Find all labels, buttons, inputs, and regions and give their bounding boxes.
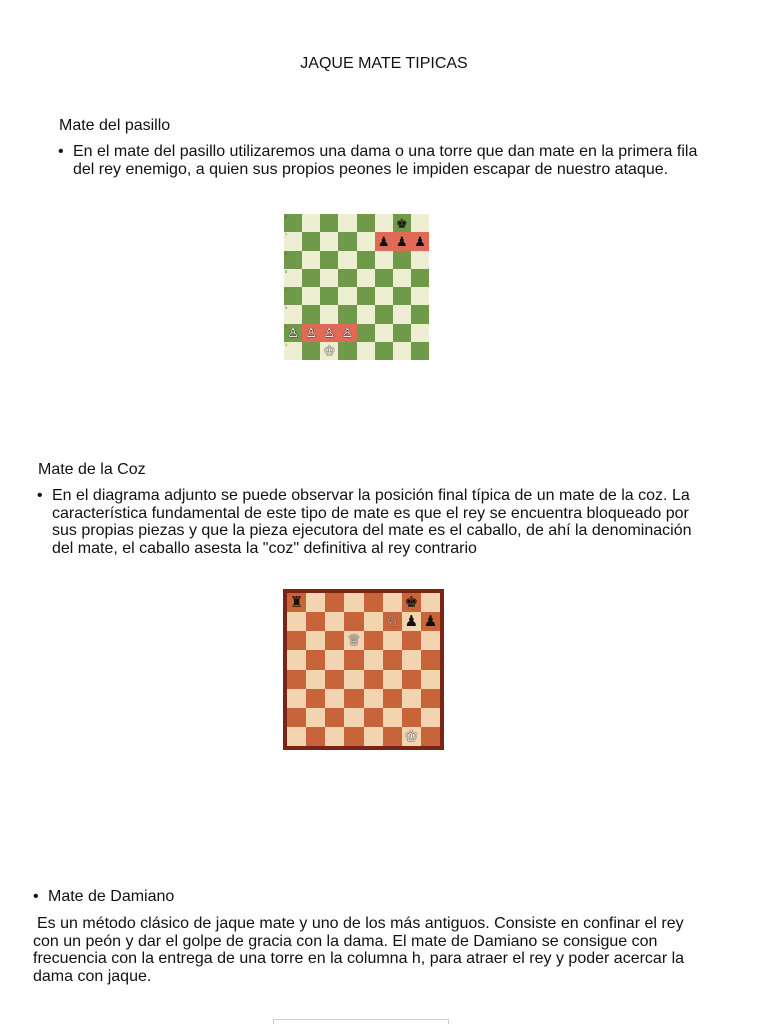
square-e2: [364, 708, 383, 727]
square-c3: [325, 689, 344, 708]
square-f4: [383, 670, 402, 689]
square-c5: [320, 269, 338, 287]
square-g5: [402, 650, 421, 669]
white-pawn-icon: ♙: [287, 325, 299, 341]
square-a4: [287, 670, 306, 689]
black-pawn-icon: ♟: [395, 233, 408, 249]
square-g3: [402, 689, 421, 708]
square-a7: [284, 232, 302, 250]
square-b6: [302, 251, 320, 269]
rank-coordinate: 7: [285, 232, 288, 238]
square-e7: [364, 612, 383, 631]
square-d7: [344, 612, 363, 631]
rank-coordinate: 1: [285, 341, 288, 347]
page-title: JAQUE MATE TIPICAS: [300, 55, 468, 72]
square-f7: [375, 232, 393, 250]
square-h8: [411, 214, 429, 232]
square-d8: [344, 593, 363, 612]
white-king-icon: ♔: [323, 343, 336, 359]
square-a8: [284, 214, 302, 232]
square-f2: [375, 324, 393, 342]
square-h4: [411, 287, 429, 305]
square-h6: [411, 251, 429, 269]
square-d3: [344, 689, 363, 708]
square-b7: [306, 612, 325, 631]
white-pawn-icon: ♙: [341, 325, 354, 341]
square-c3: [320, 305, 338, 323]
square-g8: [402, 593, 421, 612]
square-d2: [344, 708, 363, 727]
square-f6: [383, 631, 402, 650]
black-pawn-icon: ♟: [423, 613, 438, 631]
square-d6: [338, 251, 356, 269]
square-b2: [306, 708, 325, 727]
square-g4: [393, 287, 411, 305]
square-c8: [320, 214, 338, 232]
square-d5: [338, 269, 356, 287]
square-g6: [402, 631, 421, 650]
square-a1: [287, 727, 306, 746]
square-h6: [421, 631, 440, 650]
square-c1: [320, 342, 338, 360]
square-e7: [357, 232, 375, 250]
square-e5: [364, 650, 383, 669]
square-a8: [287, 593, 306, 612]
square-g1: [402, 727, 421, 746]
white-knight-icon: ♘: [385, 613, 399, 631]
section-heading-mate-del-pasillo: Mate del pasillo: [59, 117, 171, 134]
bullet-dot: •: [37, 487, 43, 504]
square-h2: [421, 708, 440, 727]
square-g3: [393, 305, 411, 323]
square-h5: [421, 650, 440, 669]
square-f3: [375, 305, 393, 323]
square-a1: [284, 342, 302, 360]
square-g4: [402, 670, 421, 689]
square-c4: [320, 287, 338, 305]
square-h3: [421, 689, 440, 708]
square-d1: [338, 342, 356, 360]
square-h2: [411, 324, 429, 342]
bullet-dot: •: [33, 888, 39, 905]
square-e4: [357, 287, 375, 305]
rank-coordinate: 5: [285, 268, 288, 274]
square-e4: [364, 670, 383, 689]
bullet-text: En el mate del pasillo utilizaremos una dama o una torre que dan mate en la primera fila del rey enemigo, a quien sus propios peones le impiden escapar de nuestro ataque.: [73, 143, 698, 178]
rank-coordinate: 4: [285, 287, 288, 292]
square-b5: [302, 269, 320, 287]
square-b1: [306, 727, 325, 746]
square-g8: [393, 214, 411, 232]
square-h4: [421, 670, 440, 689]
chessboard-mate-de-la-coz: [287, 593, 440, 746]
square-f5: [383, 650, 402, 669]
square-a5: [284, 269, 302, 287]
square-b3: [306, 689, 325, 708]
square-d1: [344, 727, 363, 746]
square-e6: [357, 251, 375, 269]
square-d4: [344, 670, 363, 689]
square-e8: [364, 593, 383, 612]
white-pawn-icon: ♙: [305, 325, 318, 341]
square-f2: [383, 708, 402, 727]
square-c8: [325, 593, 344, 612]
square-d6: [344, 631, 363, 650]
square-a2: [287, 708, 306, 727]
square-b4: [306, 670, 325, 689]
bullet-text: En el diagrama adjunto se puede observar la posición final típica de un mate de la coz. La característica fundamental de este tipo de mate es que el rey se encuentra bloqueado por sus propias piezas y que la pieza ejecutora del mate es el caballo, de ahí la denominación del mate, el caballo asesta la "coz" definitiva al rey contrario: [52, 487, 692, 557]
square-e8: [357, 214, 375, 232]
square-e2: [357, 324, 375, 342]
rank-coordinate: 6: [285, 250, 288, 256]
square-f8: [383, 593, 402, 612]
square-g2: [393, 324, 411, 342]
square-a4: [284, 287, 302, 305]
square-c4: [325, 670, 344, 689]
rank-coordinate: 3: [285, 305, 288, 311]
square-a7: [287, 612, 306, 631]
square-a6: [287, 631, 306, 650]
black-king-icon: ♚: [395, 215, 408, 231]
square-g2: [402, 708, 421, 727]
square-e5: [357, 269, 375, 287]
square-d4: [338, 287, 356, 305]
square-c7: [325, 612, 344, 631]
square-b5: [306, 650, 325, 669]
chessboard-mate-del-pasillo: [284, 214, 429, 360]
white-pawn-icon: ♙: [323, 325, 336, 341]
square-f6: [375, 251, 393, 269]
white-queen-icon: ♕: [347, 632, 361, 650]
square-e6: [364, 631, 383, 650]
section-heading-mate-de-damiano: Mate de Damiano: [48, 888, 175, 905]
section-heading-mate-de-la-coz: Mate de la Coz: [38, 461, 146, 478]
square-f7: [383, 612, 402, 631]
square-e3: [357, 305, 375, 323]
paragraph-mate-de-damiano: Es un método clásico de jaque mate y uno de los más antiguos. Consiste en confinar el rey con un peón y dar el golpe de gracia con la dama. El mate de Damiano se consigue con frecuencia con la entrega de una torre en la columna h, para atraer el rey y poder acercar la dama con jaque.: [33, 915, 685, 985]
square-b8: [306, 593, 325, 612]
black-pawn-icon: ♟: [404, 613, 419, 631]
square-d8: [338, 214, 356, 232]
square-b6: [306, 631, 325, 650]
square-c6: [320, 251, 338, 269]
square-g7: [393, 232, 411, 250]
square-c1: [325, 727, 344, 746]
square-a6: [284, 251, 302, 269]
square-h1: [421, 727, 440, 746]
chessboard-frame-mate-de-la-coz: [283, 589, 444, 750]
square-a2: [284, 324, 302, 342]
square-f1: [383, 727, 402, 746]
square-d2: [338, 324, 356, 342]
square-f4: [375, 287, 393, 305]
square-g5: [393, 269, 411, 287]
black-pawn-icon: ♟: [377, 233, 390, 249]
square-c5: [325, 650, 344, 669]
square-h5: [411, 269, 429, 287]
square-a5: [287, 650, 306, 669]
square-e1: [357, 342, 375, 360]
square-c2: [325, 708, 344, 727]
square-c6: [325, 631, 344, 650]
square-f5: [375, 269, 393, 287]
square-b2: [302, 324, 320, 342]
square-f1: [375, 342, 393, 360]
square-g6: [393, 251, 411, 269]
square-a3: [284, 305, 302, 323]
square-b1: [302, 342, 320, 360]
square-b8: [302, 214, 320, 232]
chessboard-mate-de-damiano-partial: [273, 1019, 449, 1024]
black-pawn-icon: ♟: [414, 233, 426, 249]
rank-coordinate: 8: [285, 214, 288, 219]
square-g1: [393, 342, 411, 360]
bullet-dot: •: [58, 143, 64, 160]
square-h7: [421, 612, 440, 631]
square-e3: [364, 689, 383, 708]
white-king-icon: ♔: [404, 727, 419, 745]
square-d5: [344, 650, 363, 669]
bullet-item-mate-de-la-coz: [37, 487, 707, 557]
square-e1: [364, 727, 383, 746]
black-king-icon: ♚: [404, 594, 419, 612]
square-b7: [302, 232, 320, 250]
square-d7: [338, 232, 356, 250]
rank-coordinate: 2: [285, 323, 288, 329]
square-h1: [411, 342, 429, 360]
square-d3: [338, 305, 356, 323]
square-h3: [411, 305, 429, 323]
square-c7: [320, 232, 338, 250]
square-g7: [402, 612, 421, 631]
bullet-item-mate-de-damiano: [33, 888, 174, 906]
square-f3: [383, 689, 402, 708]
bullet-item-mate-del-pasillo: [58, 143, 708, 178]
square-f8: [375, 214, 393, 232]
square-a3: [287, 689, 306, 708]
square-b4: [302, 287, 320, 305]
square-c2: [320, 324, 338, 342]
black-rook-icon: ♜: [289, 594, 304, 612]
square-b3: [302, 305, 320, 323]
square-h7: [411, 232, 429, 250]
square-h8: [421, 593, 440, 612]
